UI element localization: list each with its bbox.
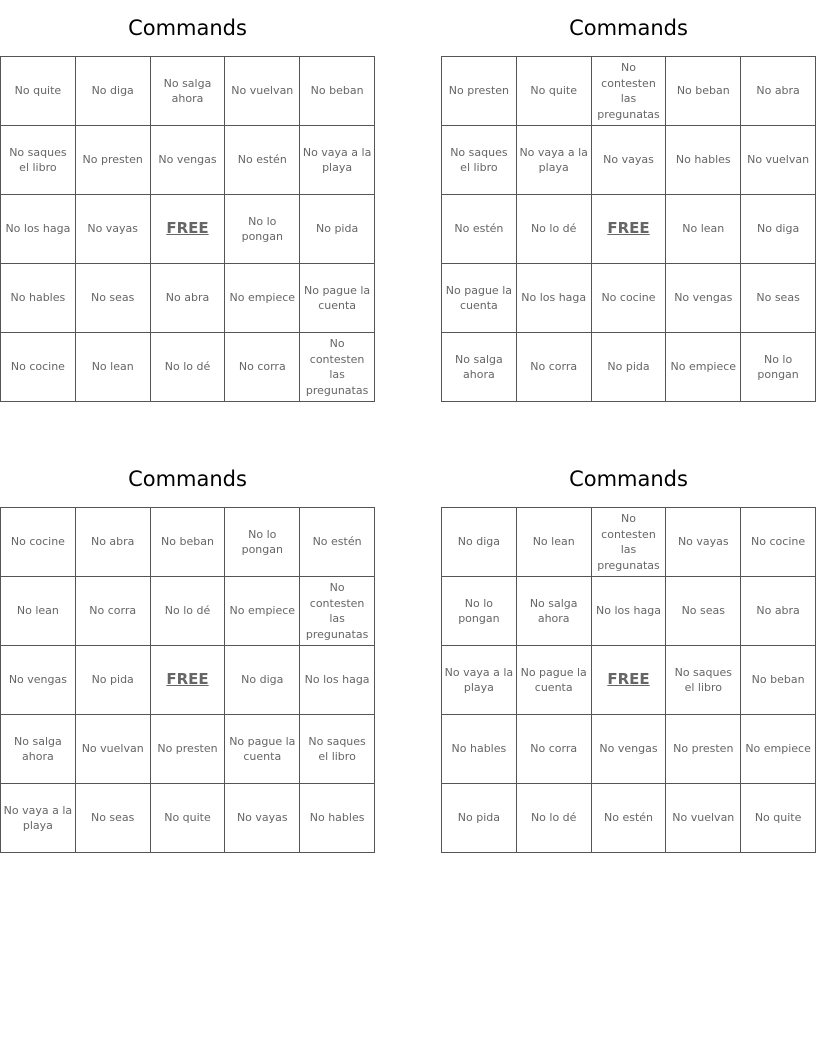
grid-cell: No saques el libro [442,126,517,195]
grid-cell: No pida [300,195,375,264]
grid-cell: No lo dé [516,784,591,853]
grid-cell: No seas [741,264,816,333]
grid-cell: No vaya a la playa [516,126,591,195]
grid-cell: No abra [150,264,225,333]
grid-cell: No lo pongan [225,508,300,577]
grid-row [1,646,375,715]
grid-cell: No hables [442,715,517,784]
bingo-grid [441,507,816,853]
grid-row [442,784,816,853]
grid-cell: No vayas [666,508,741,577]
card-title: Commands [128,467,247,491]
free-space-cell: FREE [591,195,666,264]
grid-cell: No lo dé [516,195,591,264]
grid-cell: No vuelvan [225,57,300,126]
grid-cell: No cocine [1,333,76,402]
grid-cell: No los haga [300,646,375,715]
grid-cell: No lean [1,577,76,646]
grid-cell: No salga ahora [442,333,517,402]
grid-cell: No lean [516,508,591,577]
grid-cell: No abra [741,57,816,126]
grid-cell: No lo pongan [225,195,300,264]
grid-cell: No seas [75,264,150,333]
grid-row [1,264,375,333]
grid-row [1,715,375,784]
grid-cell: No empiece [225,264,300,333]
grid-cell: No lean [666,195,741,264]
card-title: Commands [569,16,688,40]
grid-cell: No contesten las pregunatas [300,333,375,402]
grid-cell: No corra [516,333,591,402]
grid-cell: No lo dé [150,577,225,646]
bingo-card [441,451,816,853]
grid-cell: No lo pongan [741,333,816,402]
grid-row [442,264,816,333]
grid-cell: No vaya a la playa [1,784,76,853]
grid-row [442,57,816,126]
grid-cell: No pague la cuenta [300,264,375,333]
grid-cell: No presten [666,715,741,784]
grid-cell: No presten [75,126,150,195]
grid-cell: No seas [666,577,741,646]
grid-cell: No saques el libro [666,646,741,715]
grid-cell: No corra [516,715,591,784]
grid-cell: No los haga [591,577,666,646]
grid-cell: No diga [225,646,300,715]
grid-cell: No seas [75,784,150,853]
grid-row [1,508,375,577]
grid-cell: No hables [300,784,375,853]
bingo-grid [441,56,816,402]
grid-cell: No vengas [591,715,666,784]
grid-row [1,126,375,195]
grid-cell: No vuelvan [75,715,150,784]
grid-cell: No contesten las pregunatas [591,57,666,126]
grid-cell: No contesten las pregunatas [591,508,666,577]
grid-cell: No hables [666,126,741,195]
grid-cell: No beban [741,646,816,715]
grid-cell: No salga ahora [150,57,225,126]
grid-cell: No diga [442,508,517,577]
bingo-grid [0,56,375,402]
bingo-card [0,451,375,853]
bingo-card [0,0,375,402]
grid-cell: No vuelvan [741,126,816,195]
grid-cell: No pague la cuenta [225,715,300,784]
grid-cell: No pague la cuenta [442,264,517,333]
grid-cell: No vaya a la playa [300,126,375,195]
grid-cell: No los haga [516,264,591,333]
grid-cell: No presten [442,57,517,126]
grid-cell: No lo dé [150,333,225,402]
grid-cell: No lean [75,333,150,402]
grid-cell: No corra [75,577,150,646]
grid-cell: No presten [150,715,225,784]
grid-row [442,333,816,402]
grid-cell: No empiece [225,577,300,646]
grid-cell: No abra [741,577,816,646]
grid-cell: No pague la cuenta [516,646,591,715]
grid-cell: No quite [516,57,591,126]
grid-cell: No lo pongan [442,577,517,646]
grid-cell: No estén [225,126,300,195]
grid-row [442,126,816,195]
grid-cell: No contesten las pregunatas [300,577,375,646]
grid-row [442,577,816,646]
grid-cell: No vayas [75,195,150,264]
grid-cell: No quite [741,784,816,853]
grid-cell: No quite [150,784,225,853]
grid-cell: No salga ahora [1,715,76,784]
grid-cell: No salga ahora [516,577,591,646]
grid-row [1,195,375,264]
grid-cell: No estén [442,195,517,264]
grid-cell: No vuelvan [666,784,741,853]
grid-cell: No estén [300,508,375,577]
grid-cell: No diga [75,57,150,126]
grid-row [442,508,816,577]
bingo-grid [0,507,375,853]
grid-cell: No diga [741,195,816,264]
grid-row [1,57,375,126]
grid-cell: No pida [75,646,150,715]
free-space-cell: FREE [591,646,666,715]
grid-row [1,784,375,853]
grid-cell: No los haga [1,195,76,264]
grid-cell: No empiece [666,333,741,402]
grid-cell: No beban [150,508,225,577]
grid-cell: No pida [591,333,666,402]
grid-cell: No cocine [741,508,816,577]
grid-cell: No cocine [591,264,666,333]
grid-cell: No hables [1,264,76,333]
grid-row [442,715,816,784]
grid-row [442,646,816,715]
grid-cell: No corra [225,333,300,402]
grid-cell: No saques el libro [1,126,76,195]
grid-row [442,195,816,264]
free-space-cell: FREE [150,195,225,264]
grid-cell: No vengas [1,646,76,715]
grid-cell: No vaya a la playa [442,646,517,715]
bingo-card [441,0,816,402]
grid-cell: No pida [442,784,517,853]
grid-cell: No vengas [150,126,225,195]
free-space-cell: FREE [150,646,225,715]
card-title: Commands [128,16,247,40]
grid-cell: No quite [1,57,76,126]
card-title: Commands [569,467,688,491]
grid-cell: No beban [300,57,375,126]
grid-row [1,333,375,402]
grid-cell: No cocine [1,508,76,577]
grid-cell: No vayas [225,784,300,853]
grid-row [1,577,375,646]
grid-cell: No saques el libro [300,715,375,784]
grid-cell: No vayas [591,126,666,195]
grid-cell: No vengas [666,264,741,333]
grid-cell: No estén [591,784,666,853]
grid-cell: No abra [75,508,150,577]
grid-cell: No empiece [741,715,816,784]
grid-cell: No beban [666,57,741,126]
